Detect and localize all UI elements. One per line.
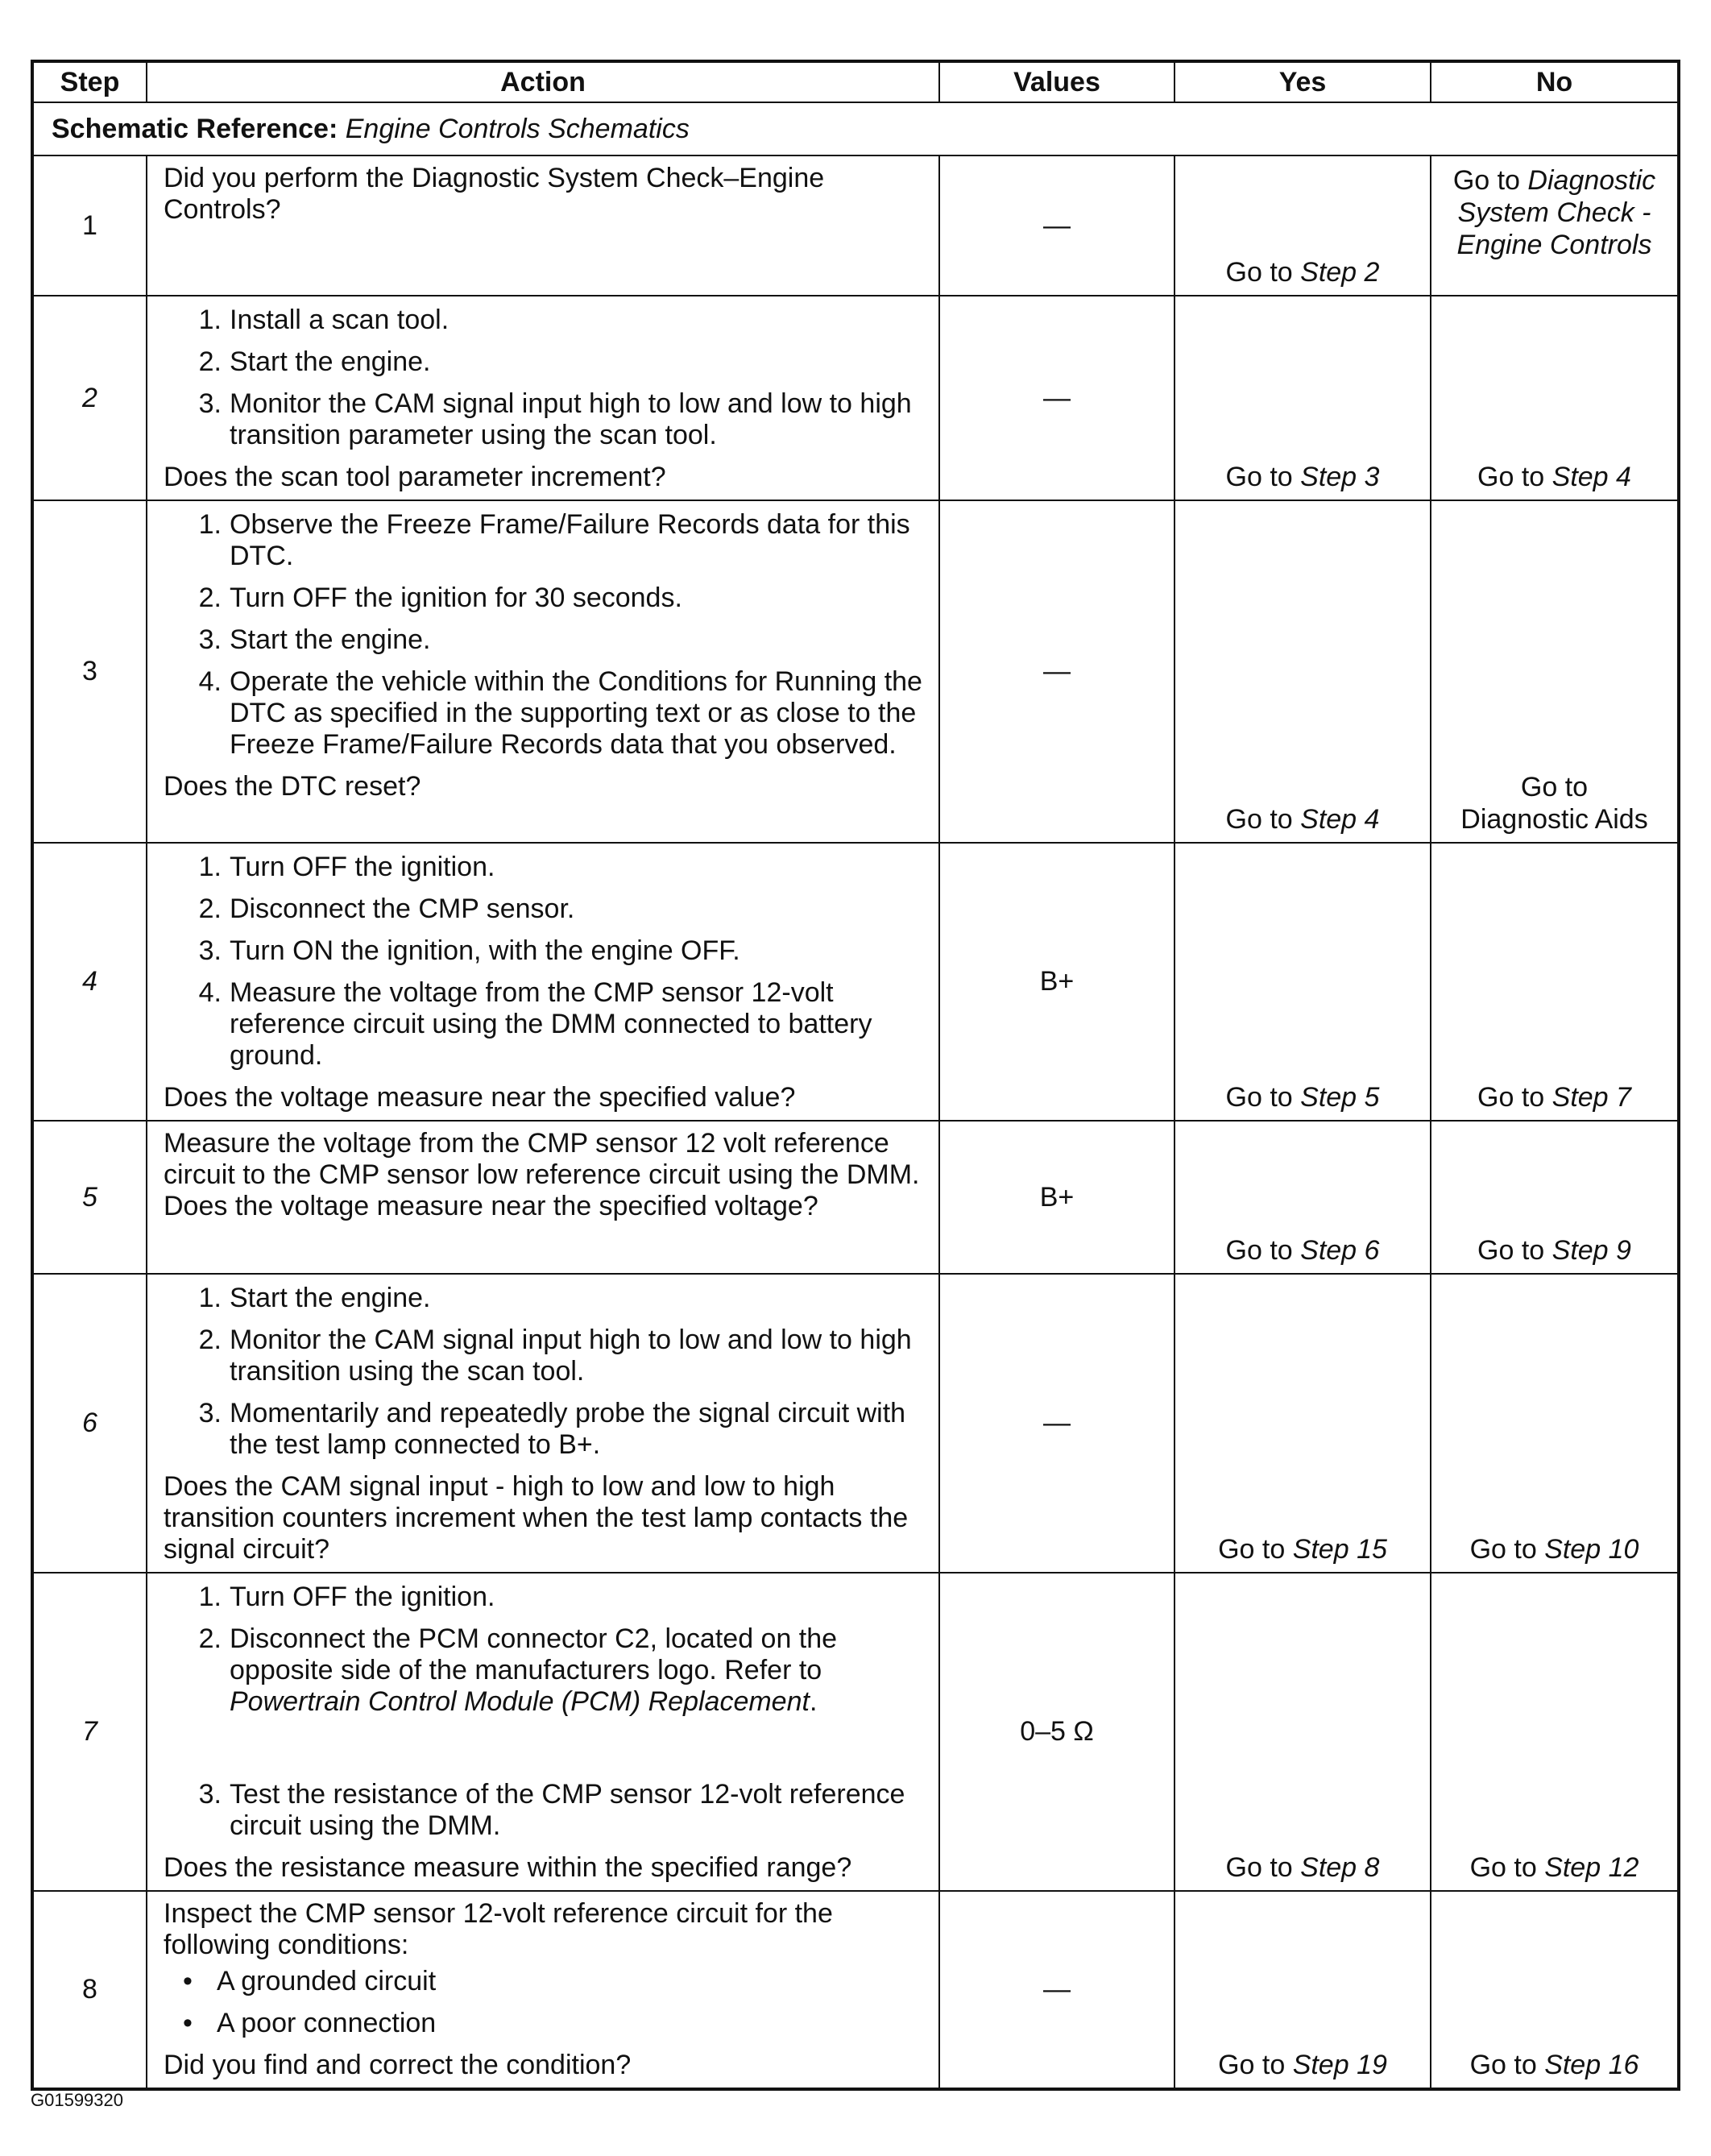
- yes-cell: Go to Step 19: [1174, 1891, 1431, 2089]
- yes-cell: Go to Step 5: [1174, 843, 1431, 1121]
- figure-id: G01599320: [31, 2090, 123, 2110]
- action-bullets: [147, 1961, 938, 2039]
- no-cell: Go to Step 10: [1431, 1274, 1679, 1573]
- action-cell: [147, 1891, 939, 2089]
- list-item: • A poor connection: [183, 2008, 437, 2038]
- yes-prefix: Go to: [1225, 257, 1301, 288]
- yes-link: Step 2: [1300, 257, 1380, 288]
- list-item: 2. Disconnect the CMP sensor.: [198, 893, 575, 924]
- no-cell: Go to Step 12: [1431, 1573, 1679, 1891]
- yes-cell: Go to Step 3: [1174, 296, 1431, 500]
- list-item: 3. Momentarily and repeatedly probe the signal circuit with the test lamp connected to B+.: [198, 1398, 906, 1460]
- value-cell: —: [939, 296, 1174, 500]
- action-cell: [147, 1274, 939, 1573]
- value-cell: B+: [939, 843, 1174, 1121]
- action-cell: [147, 155, 939, 296]
- yes-cell: Go to Step 15: [1174, 1274, 1431, 1573]
- step-number: 1: [32, 155, 147, 296]
- table-row-step-6: [32, 1274, 1679, 1573]
- header-step: Step: [32, 61, 147, 102]
- action-cell: [147, 296, 939, 500]
- action-steps: [147, 296, 938, 462]
- yes-cell: Go to Step 6: [1174, 1121, 1431, 1274]
- table-row-step-7: [32, 1573, 1679, 1891]
- action-text: Did you perform the Diagnostic System Check–Engine Controls?: [164, 163, 825, 225]
- list-item: 4. Operate the vehicle within the Conditions for Running the DTC as specified in the supporting text or as close to the Freeze Frame/Failure Records data that you observed.: [198, 666, 922, 760]
- action-question: Did you find and correct the condition?: [164, 2050, 632, 2080]
- action-question: Does the voltage measure near the specified voltage?: [164, 1191, 818, 1221]
- step-number: 8: [32, 1891, 147, 2089]
- no-prefix: Go to: [1452, 165, 1528, 196]
- header-no: No: [1431, 61, 1679, 102]
- action-steps: [147, 1275, 938, 1471]
- list-item: 3. Start the engine.: [198, 624, 431, 655]
- action-question: Does the CAM signal input - high to low and low to high transition counters increment when the test lamp contacts the signal circuit?: [164, 1471, 909, 1565]
- pcm-replacement-ref: Powertrain Control Module (PCM) Replacement: [230, 1686, 810, 1717]
- list-item: 3. Test the resistance of the CMP sensor 12-volt reference circuit using the DMM.: [198, 1779, 905, 1841]
- step-number: 2: [32, 296, 147, 500]
- action-question: Does the scan tool parameter increment?: [164, 462, 666, 492]
- action-steps: [147, 1573, 938, 1852]
- action-cell: [147, 843, 939, 1121]
- value-cell: B+: [939, 1121, 1174, 1274]
- list-item: 1. Turn OFF the ignition.: [198, 1582, 495, 1612]
- table-row-step-3: [32, 500, 1679, 843]
- list-item: 4. Measure the voltage from the CMP sensor 12-volt reference circuit using the DMM connected to battery ground.: [198, 977, 872, 1071]
- action-text: Inspect the CMP sensor 12-volt reference circuit for the following conditions:: [164, 1898, 833, 1960]
- step-number: 7: [32, 1573, 147, 1891]
- step-number: 5: [32, 1121, 147, 1274]
- list-item: 3. Turn ON the ignition, with the engine OFF.: [198, 935, 740, 966]
- table-row-step-8: [32, 1891, 1679, 2089]
- yes-cell: [1174, 155, 1431, 296]
- no-cell: Go to Diagnostic Aids: [1431, 500, 1679, 843]
- action-question: Does the DTC reset?: [164, 771, 421, 802]
- value-cell: —: [939, 500, 1174, 843]
- list-item: 1. Turn OFF the ignition.: [198, 852, 495, 882]
- schematic-ref: Engine Controls Schematics: [345, 114, 690, 144]
- value-cell: —: [939, 155, 1174, 296]
- no-cell: Go to Step 7: [1431, 843, 1679, 1121]
- no-cell: Go to Step 4: [1431, 296, 1679, 500]
- header-action: Action: [147, 61, 939, 102]
- action-cell: [147, 1121, 939, 1274]
- list-item: 1. Observe the Freeze Frame/Failure Records data for this DTC.: [198, 509, 910, 571]
- no-cell: Go to Step 16: [1431, 1891, 1679, 2089]
- list-item: 3. Monitor the CAM signal input high to low and low to high transition parameter using the scan tool.: [198, 388, 912, 450]
- list-item: 1. Start the engine.: [198, 1283, 431, 1313]
- table-row-step-5: [32, 1121, 1679, 1274]
- diagnostic-table: [31, 60, 1680, 2091]
- table-row-step-2: [32, 296, 1679, 500]
- action-steps: [147, 501, 938, 771]
- list-item: 2. Start the engine.: [198, 346, 431, 377]
- value-cell: —: [939, 1891, 1174, 2089]
- schematic-reference: [32, 102, 1679, 155]
- list-item: 1. Install a scan tool.: [198, 305, 450, 335]
- table-row-step-4: [32, 843, 1679, 1121]
- step-number: 6: [32, 1274, 147, 1573]
- schematic-label: Schematic Reference:: [52, 114, 338, 144]
- action-question: Does the voltage measure near the specified value?: [164, 1082, 796, 1113]
- list-item: 2. Disconnect the PCM connector C2, located on the opposite side of the manufacturers logo. Refer to Powertrain Control Module (PCM) Replacement.: [198, 1623, 838, 1717]
- action-question: Does the resistance measure within the specified range?: [164, 1852, 852, 1883]
- value-cell: 0–5 Ω: [939, 1573, 1174, 1891]
- step-number: 4: [32, 843, 147, 1121]
- action-text: Measure the voltage from the CMP sensor 12 volt reference circuit to the CMP sensor low reference circuit using the DMM.: [164, 1128, 920, 1190]
- action-cell: [147, 1573, 939, 1891]
- list-item: 2. Monitor the CAM signal input high to low and low to high transition using the scan tool.: [198, 1325, 912, 1387]
- table-row-step-1: [32, 155, 1679, 296]
- value-cell: —: [939, 1274, 1174, 1573]
- list-item: 2. Turn OFF the ignition for 30 seconds.: [198, 583, 682, 613]
- no-cell: Go to Step 9: [1431, 1121, 1679, 1274]
- no-cell: [1431, 155, 1679, 296]
- yes-cell: Go to Step 8: [1174, 1573, 1431, 1891]
- no-link: Diagnostic System Check - Engine Controls: [1456, 165, 1656, 260]
- header-yes: Yes: [1174, 61, 1431, 102]
- action-steps: [147, 844, 938, 1082]
- list-item: • A grounded circuit: [183, 1966, 437, 1996]
- action-cell: [147, 500, 939, 843]
- schematic-reference-row: [32, 102, 1679, 155]
- header-row: [32, 61, 1679, 102]
- step-number: 3: [32, 500, 147, 843]
- yes-cell: Go to Step 4: [1174, 500, 1431, 843]
- header-values: Values: [939, 61, 1174, 102]
